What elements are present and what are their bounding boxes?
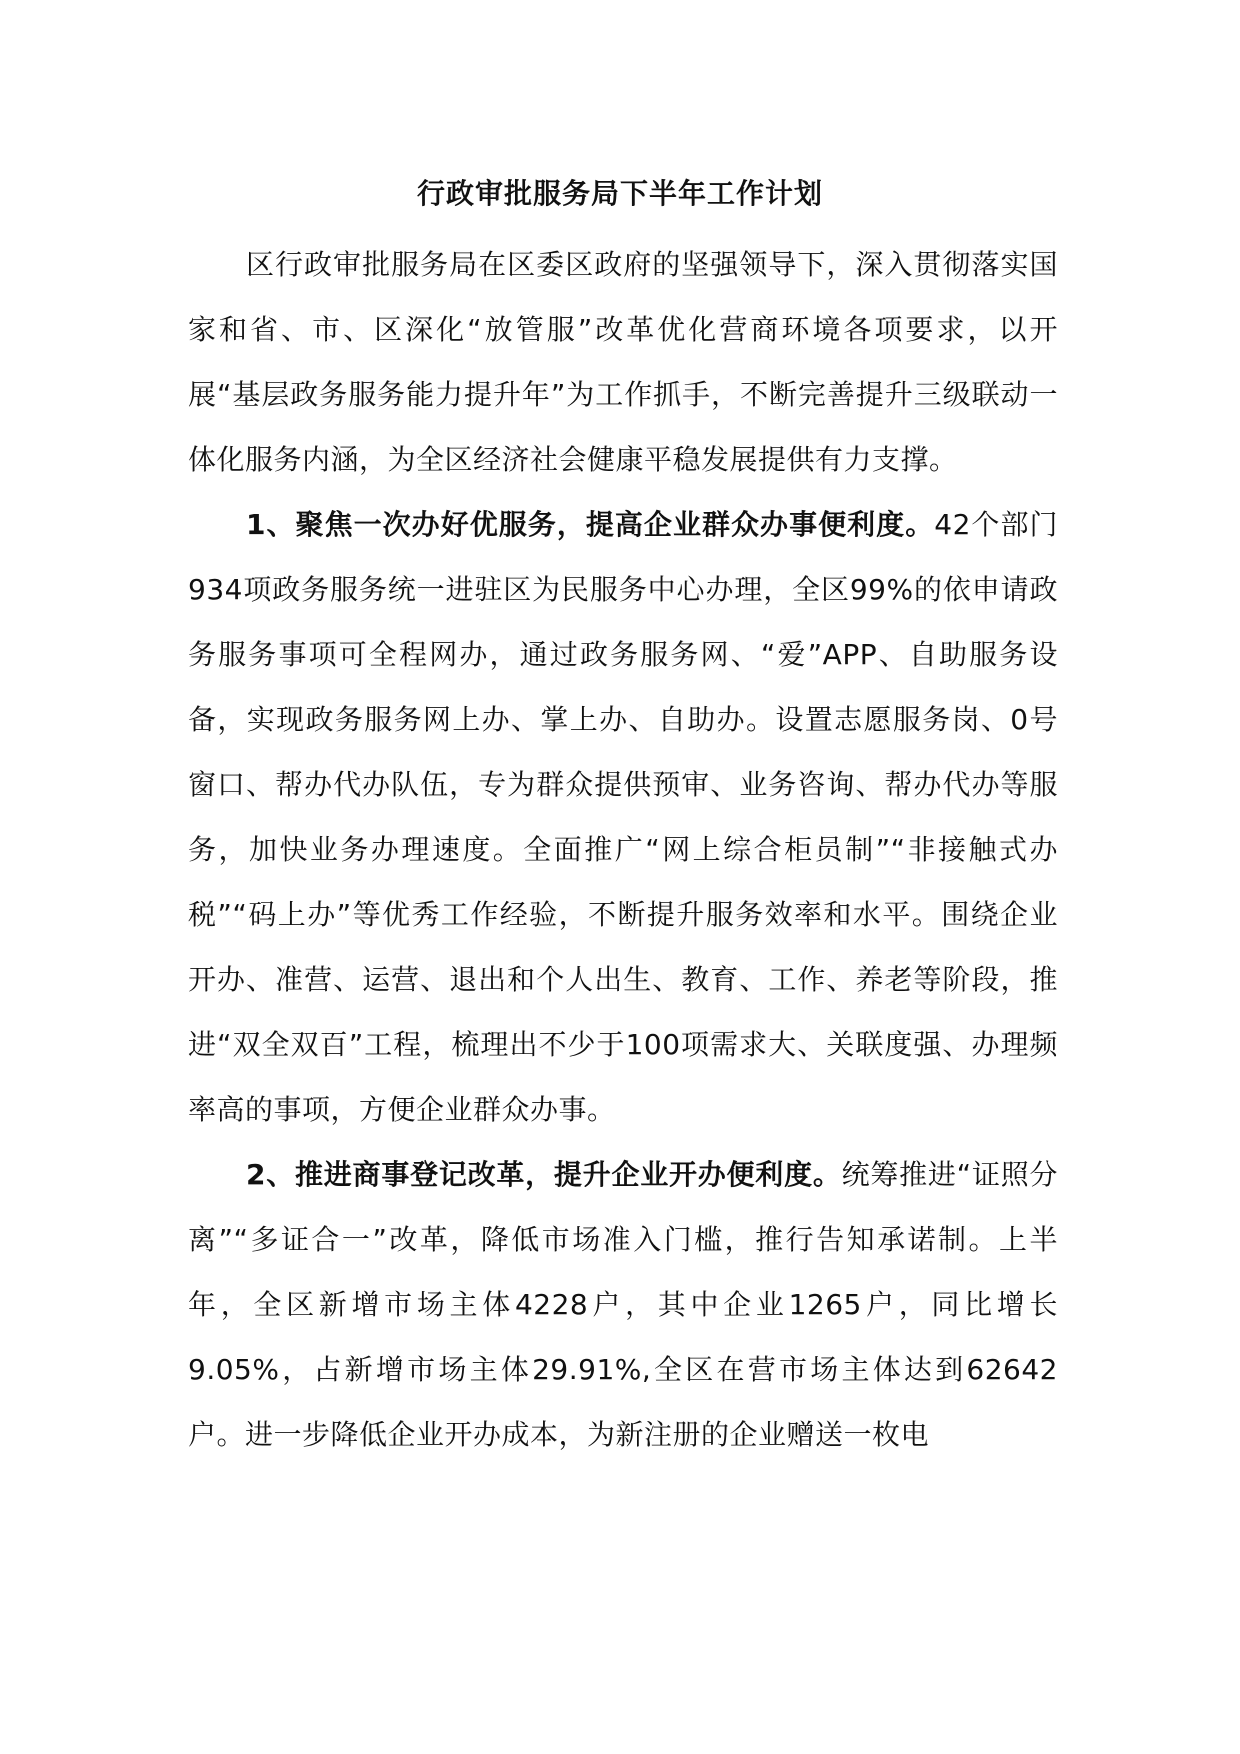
section-heading-2: 2、推进商事登记改革，提升企业开办便利度。 [246,1158,842,1191]
document-title: 行政审批服务局下半年工作计划 [416,177,823,210]
document-body [188,232,1058,1467]
section-body-1: 42个部门934项政务服务统一进驻区为民服务中心办理，全区99%的依申请政务服务事项可全程网办，通过政务服务网、“爱”APP、自助服务设备，实现政务服务网上办、掌上办、自助办。设置志愿服务岗、0号窗口、帮办代办队伍，专为群众提供预审、业务咨询、帮办代办等服务，加快业务办理速度。全面推广“网上综合柜员制”“非接触式办税”“码上办”等优秀工作经验，不断提升服务效率和水平。围绕企业开办、准营、运营、退出和个人出生、教育、工作、养老等阶段，推进“双全双百”工程，梳理出不少于100项需求大、关联度强、办理频率高的事项，方便企业群众办事。 [188,508,1058,1126]
section-heading-1: 1、聚焦一次办好优服务，提高企业群众办事便利度。 [246,508,935,541]
section-paragraph-1 [188,492,1058,1142]
section-body-2: 统筹推进“证照分离”“多证合一”改革，降低市场准入门槛，推行告知承诺制。上半年，全区新增市场主体4228户，其中企业1265户，同比增长9.05%，占新增市场主体29.91%,全区在营市场主体达到62642户。进一步降低企业开办成本，为新注册的企业赠送一枚电 [188,1158,1058,1451]
section-paragraph-2 [188,1142,1058,1467]
intro-paragraph: 区行政审批服务局在区委区政府的坚强领导下，深入贯彻落实国家和省、市、区深化“放管服”改革优化营商环境各项要求，以开展“基层政务服务能力提升年”为工作抓手，不断完善提升三级联动一体化服务内涵，为全区经济社会健康平稳发展提供有力支撑。 [188,248,1058,476]
